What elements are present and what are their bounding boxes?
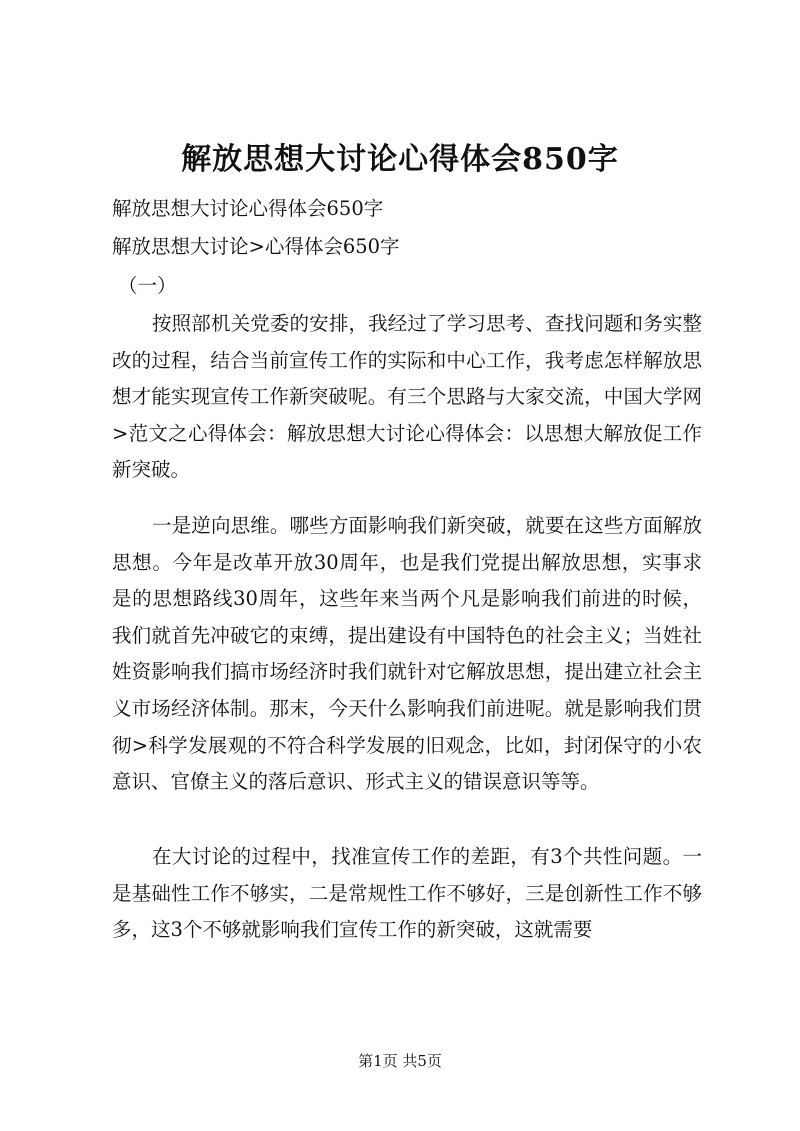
paragraph-3: 在大讨论的过程中，找准宣传工作的差距，有3个共性问题。一是基础性工作不够实，二是常规性工作不够好，三是创新性工作不够多，这3个不够就影响我们宣传工作的新突破，这就需要 — [112, 845, 702, 942]
subtitle-line-2: 解放思想大讨论>心得体会650字 — [112, 235, 400, 258]
paragraph-2: 一是逆向思维。哪些方面影响我们新突破，就要在这些方面解放思想。今年是改革开放30周年，也是我们党提出解放思想，实事求是的思想路线30周年，这些年来当两个凡是影响我们前进的时候，我们就首先冲破它的束缚，提出建设有中国特色的社会主义；当姓社姓资影响我们搞市场经济时我们就针对它解放思想，提出建立社会主义市场经济体制。那末，今天什么影响我们前进呢。就是影响我们贯彻>科学发展观的不符合科学发展的旧观念，比如，封闭保守的小农意识、官僚主义的落后意识、形式主义的错误意识等等。 — [112, 514, 702, 794]
section-marker: （一） — [118, 274, 177, 297]
page-footer: 第1页 共5页 — [358, 1052, 442, 1070]
subtitle-line-1: 解放思想大讨论心得体会650字 — [112, 197, 384, 220]
paragraph-1: 按照部机关党委的安排，我经过了学习思考、查找问题和务实整改的过程，结合当前宣传工作的实际和中心工作，我考虑怎样解放思想才能实现宣传工作新突破呢。有三个思路与大家交流，中国大学网>范文之心得体会：解放思想大讨论心得体会：以思想大解放促工作新突破。 — [112, 312, 702, 482]
document-title: 解放思想大讨论心得体会850字 — [181, 142, 619, 177]
